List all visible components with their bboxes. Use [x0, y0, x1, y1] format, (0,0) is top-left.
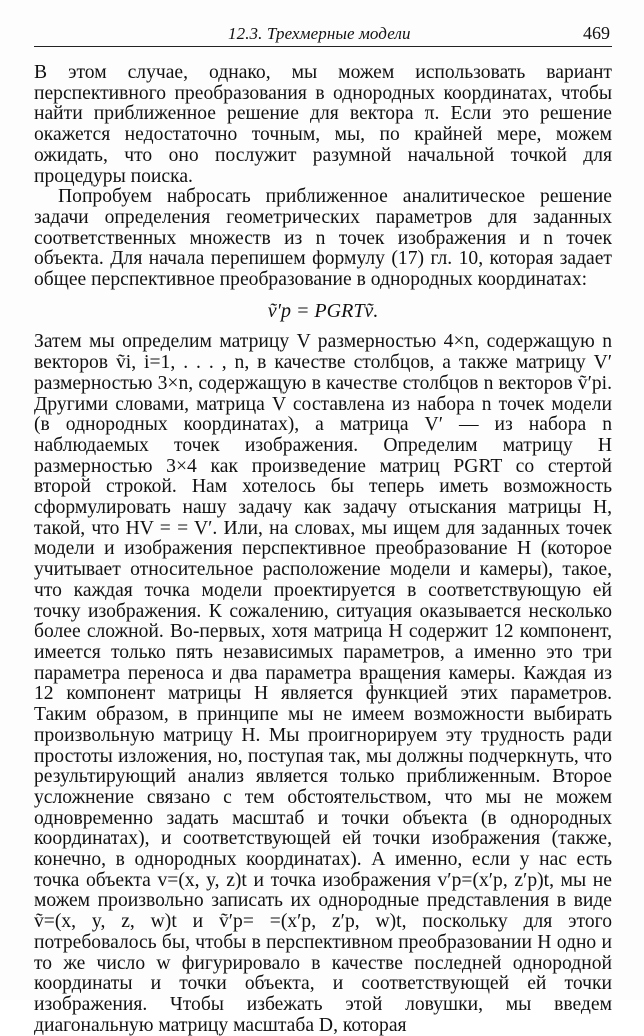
- section-title: 12.3. Трехмерные модели: [228, 24, 411, 43]
- page-body: [34, 63, 612, 1036]
- page-number: 469: [583, 23, 610, 43]
- paragraph-intro: В этом случае, однако, мы можем использовать вариант перспективного преобразования в однородных координатах, чтобы найти приближенное решение для вектора π. Если это решение окажется недостаточно точным, мы, по крайней мере, можем ожидать, что оно послужит разумной начальной точкой для процедуры поиска.: [34, 62, 612, 187]
- perspective-formula: ṽ′p = PGRTṽ.: [267, 299, 379, 322]
- paragraph-approach: Попробуем набросать приближенное аналитическое решение задачи определения геометрических параметров для заданных соответственных множеств из n точек изображения и n точек объекта. Для начала перепишем формулу (17) гл. 10, которая задает общее перспективное преобразование в однородных координатах:: [34, 186, 612, 291]
- running-header: [34, 22, 612, 47]
- paragraph-matrices: Затем мы определим матрицу V размерностью 4×n, содержащую n векторов ṽi, i=1, . . . , n, в качестве столбцов, а также матрицу V′ размерностью 3×n, содержащую в качестве столбцов n векторов ṽ′pi. Другими словами, матрица V составлена из набора n точек модели (в однородных координатах), а матрица V′ — из набора n наблюдаемых точек изображения. Определим матрицу H размерностью 3×4 как произведение матриц PGRT со стертой второй строкой. Нам хотелось бы теперь иметь возможность сформулировать нашу задачу как задачу отыскания матрицы H, такой, что HV = = V′. Или, на словах, мы ищем для заданных точек модели и изображения перспективное преобразование H (которое учитывает относительное расположение модели и камеры), такое, что каждая точка модели проектируется в соответствующую ей точку изображения. К сожалению, ситуация оказывается несколько более сложной. Во-первых, хотя матрица H содержит 12 компонент, имеется только пять независимых параметров, а именно это три параметра переноса и два параметра вращения камеры. Каждая из 12 компонент матрицы H является функцией этих параметров. Таким образом, в принципе мы не имеем возможности выбирать произвольную матрицу H. Мы проигнорируем эту трудность ради простоты изложения, но, поступая так, мы должны подчеркнуть, что результирующий анализ является только приближенным. Второе усложнение связано с тем обстоятельством, что мы не можем одновременно задать масштаб и точки объекта (в однородных координатах), и соответствующей ей точки изображения (также, конечно, в однородных координатах). А именно, если у нас есть точка объекта v=(x, y, z)t и точка изображения v′p=(x′p, z′p)t, мы не можем произвольно записать их однородные представления в виде ṽ=(x, y, z, w)t и ṽ′p= =(x′p, z′p, w)t, поскольку для этого потребовалось бы, чтобы в перспективном преобразовании H одно и то же число w фигурировало в качестве последней однородной координаты и точки объекта, и соответствующей ей точки изображения. Чтобы избежать этой ловушки, мы введем диагональную матрицу масштаба D, которая: [34, 331, 612, 1036]
